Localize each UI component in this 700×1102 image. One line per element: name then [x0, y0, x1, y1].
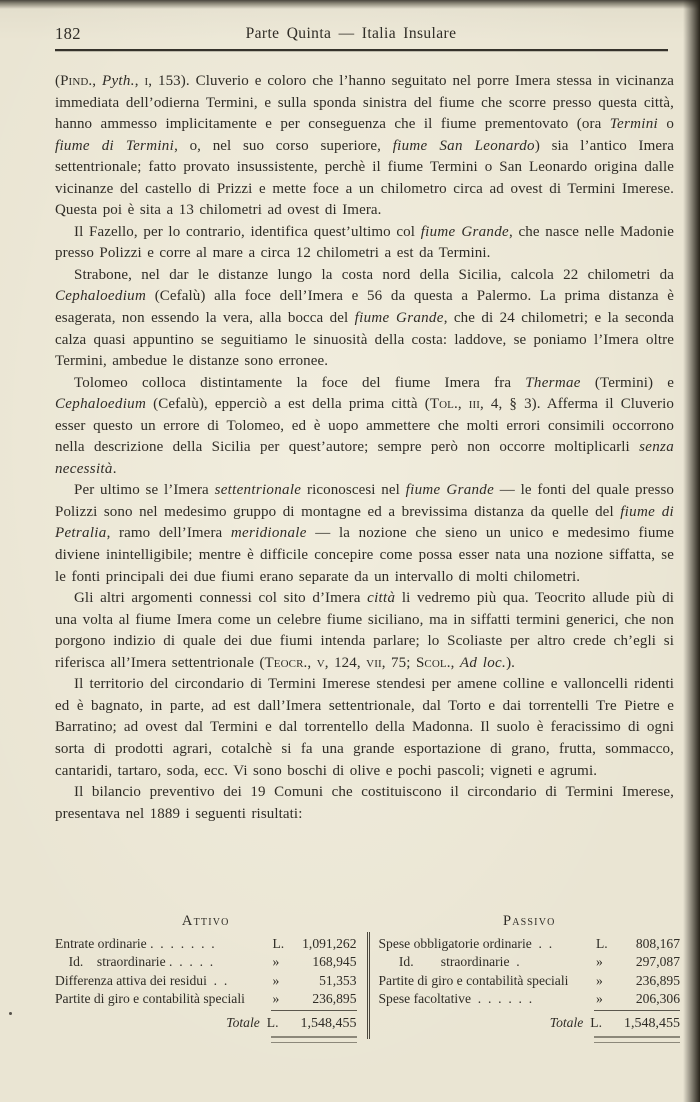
total-value: 1,548,455: [300, 1016, 357, 1032]
text-run: Tolomeo colloca distintamente la foce del fiume Imera fra: [74, 374, 526, 391]
running-head: [55, 22, 671, 44]
text-run: Il Fazello, per lo contrario, identifica quest’ultimo col: [74, 223, 421, 240]
ledger-column-passivo: [379, 912, 681, 1043]
ledger-row-value: 206,306: [635, 990, 680, 1006]
sum-rule: [594, 1010, 680, 1011]
body-paragraph: [55, 588, 674, 674]
smallcaps-run: i: [144, 73, 149, 89]
body-paragraph: [55, 373, 674, 481]
running-title: Parte Quinta — Italia Insulare: [245, 25, 457, 42]
text-run: li vedremo più qua. Teocrito allude più di una volta al fiume Imera come un celebre fiume siciliano, ma in siffatti termini generici, che non porgono indizio di quale dei due fiumi intenda parlare; lo Scoliaste per altro crede ch’egli si riferisca all’Imera settentrionale (: [55, 590, 674, 671]
text-run: Il bilancio preventivo dei 19 Comuni che costituiscono il circondario di Termini Imerese, presentava nel 1889 i seguenti risultati:: [55, 784, 674, 822]
scan-edge-top: [0, 0, 700, 9]
text-run: , ramo dell’Imera: [106, 525, 231, 542]
ledger-row-value: 297,087: [635, 954, 680, 970]
ledger-row-currency: »: [272, 954, 280, 970]
ledger-row-label: Spese obbligatorie ordinarie . .: [378, 936, 553, 952]
ledger-total-attivo: [55, 1010, 357, 1043]
text-run: , 75;: [381, 654, 416, 671]
smallcaps-run: Pind.: [60, 73, 93, 89]
text-run: ,: [307, 654, 317, 671]
text-run: , 153). Cluverio e coloro che l’hanno seguitato nel porre Imera stessa in vicinanza immediata dell’odierna Termini, e sulla sponda sinistra del fiume che scorre presso questa città, hanno ammesso implicitamente e per conseguenza che il fiume prementovato (ora: [55, 73, 674, 133]
text-run: (Cefalù), epperciò a est della prima città (: [146, 396, 430, 413]
ledger-row-value: 236,895: [312, 990, 357, 1006]
italic-run: Termini: [609, 116, 658, 133]
italic-run: senza necessità: [55, 439, 674, 477]
ledger-row-currency: L.: [272, 936, 285, 952]
total-currency: L.: [266, 1015, 279, 1031]
italic-run: Thermae: [525, 374, 581, 391]
text-run: ,: [450, 654, 460, 671]
ledger-row-value: 168,945: [312, 954, 357, 970]
ledger-row: [55, 935, 357, 953]
ledger-row-label: Partite di giro e contabilità speciali: [55, 990, 245, 1006]
ledger-row: [55, 972, 357, 990]
italic-run: Cephaloedium: [55, 288, 147, 305]
text-run: (: [55, 73, 61, 89]
ledger-row: [55, 990, 357, 1008]
text-run: o: [658, 116, 675, 133]
text-run: , o, nel suo corso superiore,: [174, 137, 393, 154]
ledger-row: [55, 953, 357, 971]
ledger-row-value: 1,091,262: [302, 936, 357, 952]
ledger-row-currency: »: [272, 990, 280, 1006]
italic-run: Cephaloedium: [55, 396, 147, 413]
italic-run: fiume San Leonardo: [392, 137, 535, 154]
total-label: Totale: [226, 1015, 260, 1031]
text-run: , che nasce nelle Madonie presso Polizzi e corre al mare a circa 12 chilometri a est da Termini.: [55, 223, 674, 262]
italic-run: meridionale: [230, 525, 307, 542]
ledger-row-currency: »: [272, 972, 280, 988]
body-paragraph: [55, 782, 674, 825]
text-run: ,: [92, 73, 102, 89]
italic-run: Pyth.: [102, 73, 135, 89]
total-label: Totale: [549, 1015, 584, 1031]
text-run: ,: [457, 396, 469, 413]
text-run: ,: [134, 73, 145, 89]
ledger-row-label: Partite di giro e contabilità speciali: [378, 972, 569, 988]
column-divider: [367, 932, 370, 1039]
scan-edge-right: [683, 0, 700, 1102]
page-number: 182: [55, 24, 81, 43]
italic-run: fiume Grande: [405, 482, 495, 499]
text-run: Strabone, nel dar le distanze lungo la costa nord della Sicilia, calcola 22 chilometri da: [74, 266, 674, 283]
ledger-row: [379, 972, 681, 990]
ledger-row-label: Id. straordinarie .: [378, 954, 520, 970]
body-text: [55, 71, 674, 825]
ledger-row-currency: »: [596, 990, 603, 1006]
smallcaps-run: iii: [468, 396, 481, 413]
italic-run: fiume di Petralia: [55, 503, 674, 542]
sum-rule: [271, 1010, 357, 1011]
text-run: — le fonti del quale presso Polizzi sono nel medesimo gruppo di montagne ed a brevissima distanza da quelle del: [55, 482, 674, 520]
text-run: (Cefalù) alla foce dell’Imera e 56 da questa a Palermo. La prima distanza è esagerata, non essendo la vera, alla bocca del: [55, 288, 674, 327]
ledger-rows-attivo: [55, 935, 357, 1008]
body-paragraph: [55, 674, 674, 782]
body-paragraph: [55, 265, 674, 373]
ledger-row-value: 808,167: [635, 936, 680, 952]
text-run: (Termini) e: [580, 374, 674, 391]
body-paragraph: [55, 222, 674, 265]
double-rule: [594, 1036, 680, 1043]
ledger-row: [379, 990, 681, 1008]
text-run: — la nozione che sieno un unico e medesimo fiume diviene inintelligibile; mentre è difficile concepire come possa esser nata una nozione siffatta, se le fonti principali dei due fiumi erano separate da un intervallo di molti chilometri.: [55, 525, 675, 585]
scan-speck: [9, 1012, 12, 1015]
budget-ledger: [55, 912, 680, 1043]
text-run: , che di 24 chilometri; e la seconda calza quasi appuntino se seguitiamo le sinuosità della costa: laddove, se poniamo l’Imera oltre Termini, ambedue le distanze sono erronee.: [55, 310, 674, 370]
ledger-row-label: Entrate ordinarie . . . . . . .: [55, 936, 215, 952]
ledger-header-passivo: Passivo: [502, 913, 556, 929]
smallcaps-run: Teocr.: [264, 654, 308, 671]
smallcaps-run: v: [316, 654, 325, 671]
italic-run: città: [367, 590, 396, 607]
smallcaps-run: vii: [366, 654, 382, 671]
italic-run: fiume di Termini: [55, 137, 175, 154]
text-run: Il territorio del circondario di Termini Imerese stendesi per amene colline e valloncelli ridenti ed è bagnato, in parte, ad est dall’Imera settentrionale, dal Torto e dai torrentelli Tre Pietre e Barratino; ad ovest dal Termini e dal torrentello della Madonna. Il suolo è feracissimo di ogni sorta di prodotti agrari, cotalchè si fa una grande esportazione di grano, frutta, sommacco, cantaridi, tartaro, soda, ecc. Vi sono boschi di olive e pochi pascoli; vigneti e agrumi.: [55, 676, 674, 779]
smallcaps-run: Scol.: [415, 654, 451, 671]
ledger-row-label: Spese facoltative . . . . . .: [378, 990, 533, 1006]
italic-run: settentrionale: [214, 482, 302, 499]
text-run: , 4, § 3). Afferma il Cluverio esser questo un errore di Tolomeo, ed è uopo ammettere che molti errori consimili occorrono nella descrizione della Sicilia per quest’autore; sempre però non occorre moltiplicarli: [55, 396, 674, 456]
text-run: .: [112, 460, 117, 477]
text-run: ).: [506, 654, 516, 671]
ledger-row-value: 51,353: [319, 972, 357, 988]
total-value: 1,548,455: [624, 1016, 680, 1032]
ledger-row-label: Id. straordinarie . . . . .: [55, 954, 214, 970]
smallcaps-run: Tol.: [429, 396, 458, 413]
italic-run: Ad loc.: [459, 654, 507, 671]
ledger-rows-passivo: [379, 935, 681, 1008]
ledger-row-value: 236,895: [635, 972, 680, 988]
ledger-row: [379, 953, 681, 971]
italic-run: fiume Grande: [420, 223, 509, 240]
ledger-row-label: Differenza attiva dei residui . .: [55, 972, 228, 988]
ledger-header-attivo: Attivo: [181, 913, 230, 929]
text-run: , 124,: [324, 654, 367, 671]
double-rule: [271, 1036, 357, 1043]
text-run: riconoscesi nel: [301, 482, 406, 499]
ledger-total-passivo: [379, 1010, 681, 1043]
total-currency: L.: [590, 1015, 602, 1031]
ledger-row-currency: »: [596, 972, 603, 988]
text-run: ) sia l’antico Imera settentrionale; fatto provato insussistente, perchè il fiume Termini o San Leonardo origina dalle vicinanze del castello di Prizzi e mette foce a un chilometro circa ad ovest di Termini Imerese. Questa poi è sita a 13 chilometri ad ovest di Imera.: [55, 137, 674, 219]
text-run: Per ultimo se l’Imera: [74, 482, 215, 499]
body-paragraph: [55, 71, 674, 222]
ledger-row-currency: L.: [596, 936, 608, 952]
ledger-row: [379, 935, 681, 953]
body-paragraph: [55, 480, 674, 588]
ledger-row-currency: »: [596, 954, 603, 970]
text-run: Gli altri argomenti connessi col sito d’Imera: [74, 590, 368, 607]
ledger-column-attivo: [55, 912, 357, 1043]
italic-run: fiume Grande: [354, 310, 444, 327]
header-rule: [55, 49, 668, 51]
